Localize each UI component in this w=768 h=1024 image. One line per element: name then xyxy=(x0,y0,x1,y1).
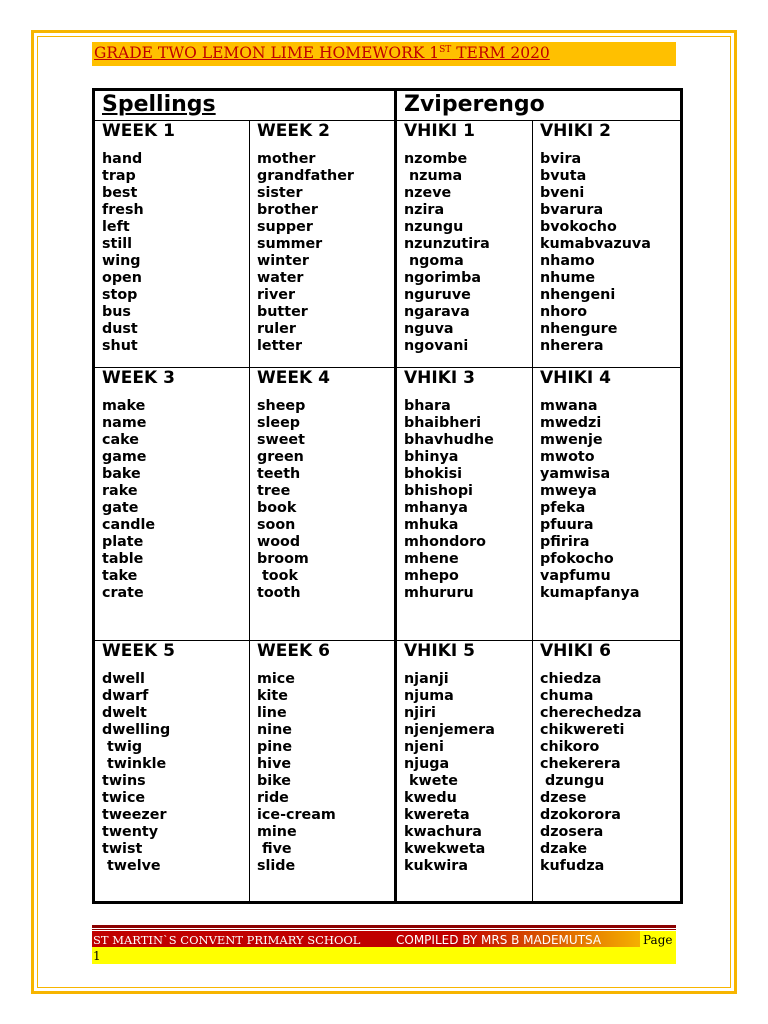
spelling-word: twins xyxy=(102,773,146,789)
spelling-word: bhishopi xyxy=(404,483,473,499)
spelling-word: water xyxy=(257,270,304,286)
page-number: 1 xyxy=(93,949,101,963)
spelling-word: dwarf xyxy=(102,688,149,704)
spelling-word: sleep xyxy=(257,415,301,431)
week-cell xyxy=(533,121,682,368)
spelling-word: nguruve xyxy=(404,287,471,303)
footer-rule-thin xyxy=(92,929,676,930)
spelling-word: rake xyxy=(102,483,138,499)
spelling-word: mhanya xyxy=(404,500,468,516)
spelling-word: mwenje xyxy=(540,432,603,448)
week-label: VHIKI 5 xyxy=(404,641,475,661)
spelling-word: njenjemera xyxy=(404,722,495,738)
word-list xyxy=(257,671,394,875)
spelling-word: nhume xyxy=(540,270,596,286)
spelling-word: ruler xyxy=(257,321,296,337)
spelling-word: best xyxy=(102,185,138,201)
word-list xyxy=(102,151,249,355)
week-cell xyxy=(250,121,396,368)
spelling-word: chekerera xyxy=(540,756,621,772)
compiled-by: COMPILED BY MRS B MADEMUTSA xyxy=(396,933,602,947)
week-cell xyxy=(94,641,250,903)
spelling-word: bvira xyxy=(540,151,582,167)
spelling-word: kwereta xyxy=(404,807,470,823)
spelling-word: tree xyxy=(257,483,291,499)
spelling-word: kite xyxy=(257,688,288,704)
spelling-word: bhavhudhe xyxy=(404,432,494,448)
document-title: GRADE TWO LEMON LIME HOMEWORK 1ST TERM 2020 xyxy=(94,44,550,62)
spelling-word: mhene xyxy=(404,551,459,567)
spelling-word: ngovani xyxy=(404,338,469,354)
spelling-word: njeni xyxy=(404,739,444,755)
spelling-word: mwedzi xyxy=(540,415,602,431)
spelling-word: table xyxy=(102,551,144,567)
spelling-word: tweezer xyxy=(102,807,167,823)
spelling-word: wing xyxy=(102,253,141,269)
spelling-word: grandfather xyxy=(257,168,354,184)
spelling-word: mhondoro xyxy=(404,534,487,550)
spelling-word: bus xyxy=(102,304,131,320)
week-row-2 xyxy=(94,368,682,641)
spelling-word: kumapfanya xyxy=(540,585,640,601)
spelling-word: nzeve xyxy=(404,185,452,201)
spelling-word: ngorimba xyxy=(404,270,481,286)
spelling-word: ice-cream xyxy=(257,807,336,823)
footer-rule xyxy=(92,925,676,928)
spelling-word: pine xyxy=(257,739,293,755)
spelling-word: nzira xyxy=(404,202,445,218)
spelling-word: cake xyxy=(102,432,139,448)
spelling-word: chuma xyxy=(540,688,594,704)
spelling-word: kwedu xyxy=(404,790,457,806)
spelling-word: pfuura xyxy=(540,517,594,533)
spelling-word: njanji xyxy=(404,671,449,687)
spelling-word: bhinya xyxy=(404,449,459,465)
word-list xyxy=(404,151,532,355)
spellings-heading: Spellings xyxy=(102,92,216,117)
spelling-word: sweet xyxy=(257,432,305,448)
week-label: WEEK 6 xyxy=(257,641,330,661)
spellings-heading-cell xyxy=(94,90,396,121)
week-row-3 xyxy=(94,641,682,903)
spelling-word: bike xyxy=(257,773,291,789)
spelling-word: pfirira xyxy=(540,534,590,550)
spelling-word: line xyxy=(257,705,287,721)
spelling-word: nzunzutira xyxy=(404,236,490,252)
spelling-word: njuma xyxy=(404,688,454,704)
spelling-word: nine xyxy=(257,722,292,738)
spelling-word: crate xyxy=(102,585,144,601)
spelling-word: kwete xyxy=(404,773,458,789)
spelling-word: nhoro xyxy=(540,304,588,320)
spelling-word: game xyxy=(102,449,147,465)
spelling-word: twenty xyxy=(102,824,159,840)
spelling-word: tooth xyxy=(257,585,301,601)
week-cell xyxy=(396,121,533,368)
word-list xyxy=(540,151,680,355)
week-label: VHIKI 3 xyxy=(404,368,475,388)
spelling-word: chikoro xyxy=(540,739,600,755)
spelling-word: dzosera xyxy=(540,824,604,840)
spelling-word: nhamo xyxy=(540,253,595,269)
spelling-word: soon xyxy=(257,517,296,533)
footer-highlight xyxy=(92,947,676,964)
week-label: VHIKI 2 xyxy=(540,121,611,141)
spelling-word: hive xyxy=(257,756,292,772)
spelling-word: bvokocho xyxy=(540,219,617,235)
spelling-word: bvarura xyxy=(540,202,604,218)
spelling-word: dzake xyxy=(540,841,588,857)
spelling-word: nzuma xyxy=(404,168,463,184)
spelling-word: ngarava xyxy=(404,304,470,320)
week-cell xyxy=(396,641,533,903)
week-cell xyxy=(533,368,682,641)
spelling-word: ride xyxy=(257,790,289,806)
spelling-word: name xyxy=(102,415,147,431)
spelling-word: nhengeni xyxy=(540,287,616,303)
spelling-word: dwell xyxy=(102,671,145,687)
spelling-word: brother xyxy=(257,202,318,218)
zviperengo-heading: Zviperengo xyxy=(404,92,545,117)
spelling-word: bhaibheri xyxy=(404,415,482,431)
spelling-word: nhengure xyxy=(540,321,618,337)
zviperengo-heading-cell xyxy=(396,90,682,121)
spelling-word: pfeka xyxy=(540,500,586,516)
spelling-word: five xyxy=(257,841,292,857)
spelling-word: dwelt xyxy=(102,705,147,721)
spelling-word: mwoto xyxy=(540,449,595,465)
spelling-word: summer xyxy=(257,236,323,252)
spelling-word: ngoma xyxy=(404,253,464,269)
week-cell xyxy=(396,368,533,641)
spelling-word: cherechedza xyxy=(540,705,642,721)
spelling-word: plate xyxy=(102,534,144,550)
spelling-word: njuga xyxy=(404,756,450,772)
spelling-word: mhururu xyxy=(404,585,474,601)
spelling-word: nzombe xyxy=(404,151,468,167)
spelling-word: bhokisi xyxy=(404,466,463,482)
spelling-word: yamwisa xyxy=(540,466,611,482)
spelling-word: dzokorora xyxy=(540,807,621,823)
spelling-word: kukwira xyxy=(404,858,469,874)
spelling-word: shut xyxy=(102,338,138,354)
week-label: WEEK 4 xyxy=(257,368,330,388)
spelling-word: twig xyxy=(102,739,143,755)
spelling-word: mhuka xyxy=(404,517,459,533)
spelling-word: winter xyxy=(257,253,309,269)
spelling-word: supper xyxy=(257,219,313,235)
week-cell xyxy=(250,641,396,903)
school-name: ST MARTIN`S CONVENT PRIMARY SCHOOL xyxy=(93,933,361,947)
spelling-word: letter xyxy=(257,338,303,354)
week-cell xyxy=(250,368,396,641)
spelling-word: twice xyxy=(102,790,146,806)
spelling-word: sheep xyxy=(257,398,306,414)
spelling-word: still xyxy=(102,236,133,252)
spelling-word: bvuta xyxy=(540,168,587,184)
spelling-word: dzese xyxy=(540,790,587,806)
spelling-word: pfokocho xyxy=(540,551,614,567)
spelling-word: teeth xyxy=(257,466,301,482)
spelling-word: kwekweta xyxy=(404,841,486,857)
spelling-word: take xyxy=(102,568,138,584)
spelling-word: left xyxy=(102,219,130,235)
spelling-word: dwelling xyxy=(102,722,171,738)
spelling-word: twelve xyxy=(102,858,161,874)
spelling-word: chiedza xyxy=(540,671,602,687)
spelling-word: stop xyxy=(102,287,138,303)
spelling-word: wood xyxy=(257,534,301,550)
spelling-word: slide xyxy=(257,858,296,874)
word-list xyxy=(257,398,394,602)
spelling-word: open xyxy=(102,270,142,286)
spelling-word: bveni xyxy=(540,185,585,201)
spelling-word: kumabvazuva xyxy=(540,236,651,252)
spelling-word: nguva xyxy=(404,321,454,337)
week-cell xyxy=(533,641,682,903)
spelling-word: bake xyxy=(102,466,141,482)
spelling-word: make xyxy=(102,398,146,414)
spelling-word: mine xyxy=(257,824,297,840)
spelling-word: sister xyxy=(257,185,303,201)
spelling-word: mother xyxy=(257,151,316,167)
spelling-word: bhara xyxy=(404,398,451,414)
spelling-word: dzungu xyxy=(540,773,605,789)
word-list xyxy=(102,671,249,875)
word-list xyxy=(404,671,532,875)
spelling-word: mwana xyxy=(540,398,598,414)
spelling-word: butter xyxy=(257,304,308,320)
spelling-word: mice xyxy=(257,671,295,687)
spelling-word: fresh xyxy=(102,202,144,218)
week-row-1 xyxy=(94,121,682,368)
week-cell xyxy=(94,368,250,641)
spelling-word: candle xyxy=(102,517,156,533)
week-label: VHIKI 1 xyxy=(404,121,475,141)
spelling-word: took xyxy=(257,568,298,584)
spelling-word: mhepo xyxy=(404,568,459,584)
spelling-word: green xyxy=(257,449,304,465)
week-label: WEEK 3 xyxy=(102,368,175,388)
word-list xyxy=(540,398,680,602)
spelling-word: river xyxy=(257,287,296,303)
week-label: WEEK 2 xyxy=(257,121,330,141)
page-label: Page xyxy=(643,933,673,947)
spelling-word: mweya xyxy=(540,483,597,499)
spelling-word: trap xyxy=(102,168,136,184)
spelling-word: chikwereti xyxy=(540,722,625,738)
spelling-word: kwachura xyxy=(404,824,482,840)
week-label: VHIKI 4 xyxy=(540,368,611,388)
footer xyxy=(92,931,676,964)
spelling-word: dust xyxy=(102,321,138,337)
word-list xyxy=(102,398,249,602)
spelling-word: kufudza xyxy=(540,858,605,874)
spelling-word: twist xyxy=(102,841,143,857)
header-band xyxy=(92,42,676,66)
word-list xyxy=(540,671,680,875)
spelling-word: njiri xyxy=(404,705,436,721)
week-label: VHIKI 6 xyxy=(540,641,611,661)
spelling-word: twinkle xyxy=(102,756,167,772)
week-label: WEEK 5 xyxy=(102,641,175,661)
week-cell xyxy=(94,121,250,368)
spelling-table xyxy=(92,88,683,904)
word-list xyxy=(404,398,532,602)
spelling-word: vapfumu xyxy=(540,568,611,584)
spelling-word: nzungu xyxy=(404,219,464,235)
word-list xyxy=(257,151,394,355)
spelling-word: nherera xyxy=(540,338,604,354)
spelling-word: gate xyxy=(102,500,139,516)
spelling-word: hand xyxy=(102,151,143,167)
spelling-word: book xyxy=(257,500,297,516)
week-label: WEEK 1 xyxy=(102,121,175,141)
spelling-word: broom xyxy=(257,551,309,567)
